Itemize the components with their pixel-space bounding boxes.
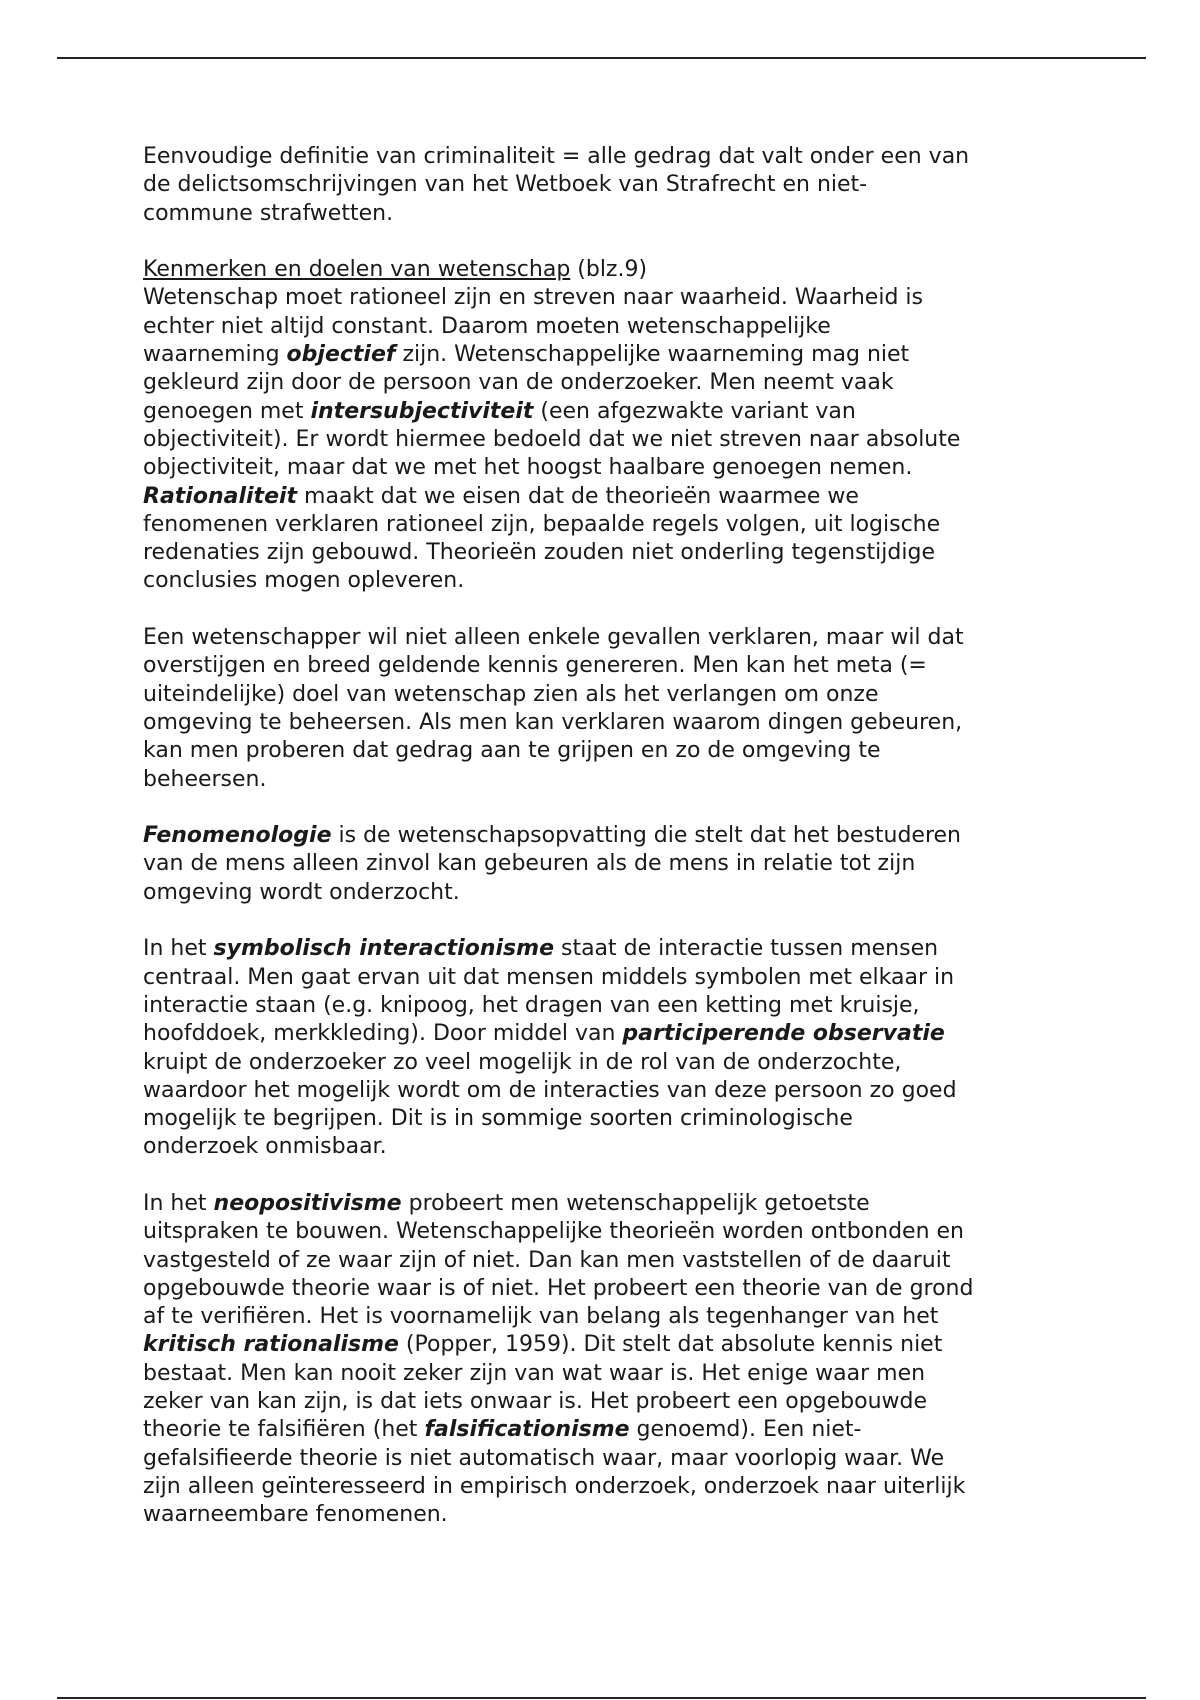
text-segment: kruipt de onderzoeker zo veel mogelijk in de rol van de onderzochte, waardoor het mogelijk wordt om de interacties van deze persoon zo goed mogelijk te begrijpen. Dit is in sommige soorten criminologische onderzoek onmisbaar. xyxy=(143,1049,957,1160)
term-kritisch-rationalisme: kritisch rationalisme xyxy=(143,1332,399,1358)
term-rationaliteit: Rationaliteit xyxy=(143,483,298,509)
section-heading xyxy=(143,257,647,282)
text-segment: (Popper, 1959). Dit stelt dat absolute kennis niet bestaat. Men kan nooit zeker zijn van wat waar is. Het enige waar men zeker van kan zijn, is dat iets onwaar is. Het probeert een opgebouwde theorie te falsifiëren (het xyxy=(143,1332,943,1443)
section-heading-ref: (blz.9) xyxy=(570,257,648,283)
page-bottom-rule xyxy=(57,1697,1146,1699)
paragraph-symbolisch-interactionisme xyxy=(143,935,1083,1161)
term-neopositivisme: neopositivisme xyxy=(213,1190,402,1216)
page-top-rule xyxy=(57,57,1146,59)
term-falsificationisme: falsificationisme xyxy=(424,1417,630,1443)
paragraph-definition xyxy=(143,143,1083,228)
text-segment: staat de interactie tussen mensen centraal. Men gaat ervan uit dat mensen middels symbolen met elkaar in interactie staan (e.g. knipoog, het dragen van een ketting met kruisje, hoofddoek, merkkleding). Door middel van xyxy=(143,936,955,1047)
term-symbolisch-interactionisme: symbolisch interactionisme xyxy=(213,936,554,962)
text-segment: maakt dat we eisen dat de theorieën waarmee we fenomenen verklaren rationeel zijn, bepaalde regels volgen, uit logische redenaties zijn gebouwd. Theorieën zouden niet onderling tegenstijdige conclusies mogen opleveren. xyxy=(143,483,941,594)
text-segment: In het xyxy=(143,936,214,962)
text-segment: probeert men wetenschappelijk getoetste uitspraken te bouwen. Wetenschappelijke theorieën worden ontbonden en vastgesteld of ze waar zijn of niet. Dan kan men vaststellen of de daaruit opgebouwde theorie waar is of niet. Het probeert een theorie van de grond af te verifiëren. Het is voornamelijk van belang als tegenhanger van het xyxy=(143,1190,974,1330)
paragraph-science-goals xyxy=(143,624,1083,794)
paragraph-fenomenologie xyxy=(143,822,1083,907)
term-fenomenologie: Fenomenologie xyxy=(143,823,332,849)
definition-text: Eenvoudige definitie van criminaliteit = alle gedrag dat valt onder een van de delictsomschrijvingen van het Wetboek van Strafrecht en niet- commune strafwetten. xyxy=(143,144,970,226)
document-body xyxy=(143,143,1083,1530)
text-segment: In het xyxy=(143,1190,214,1216)
paragraph-neopositivisme xyxy=(143,1190,1083,1530)
text-segment: genoemd). Een niet- gefalsifieerde theorie is niet automatisch waar, maar voorlopig waar. We zijn alleen geïnteresseerd in empirisch onderzoek, onderzoek naar uiterlijk waarneembare fenomenen. xyxy=(143,1417,966,1528)
term-objectief: objectief xyxy=(286,342,396,368)
term-intersubjectiviteit: intersubjectiviteit xyxy=(310,398,534,424)
term-participerende-observatie: participerende observatie xyxy=(622,1021,945,1047)
text-segment: zijn. Wetenschappelijke waarneming mag niet gekleurd zijn door de persoon van de onderzoeker. Men neemt vaak genoegen met xyxy=(143,342,910,424)
paragraph-science-characteristics xyxy=(143,256,1083,596)
text-segment: Wetenschap moet rationeel zijn en streven naar waarheid. Waarheid is echter niet altijd constant. Daarom moeten wetenschappelijke waarneming xyxy=(143,285,923,368)
text-segment: (een afgezwakte variant van objectiviteit). Er wordt hiermee bedoeld dat we niet streven naar absolute objectiviteit, maar dat we met het hoogst haalbare genoegen nemen. xyxy=(143,398,961,481)
text-segment: is de wetenschapsopvatting die stelt dat het bestuderen van de mens alleen zinvol kan gebeuren als de mens in relatie tot zijn omgeving wordt onderzocht. xyxy=(143,823,961,905)
section-heading-text: Kenmerken en doelen van wetenschap xyxy=(143,257,571,283)
goals-text: Een wetenschapper wil niet alleen enkele gevallen verklaren, maar wil dat overstijgen en breed geldende kennis genereren. Men kan het meta (= uiteindelijke) doel van wetenschap zien als het verlangen om onze omgeving te beheersen. Als men kan verklaren waarom dingen gebeuren, kan men proberen dat gedrag aan te grijpen en zo de omgeving te beheersen. xyxy=(143,625,964,792)
